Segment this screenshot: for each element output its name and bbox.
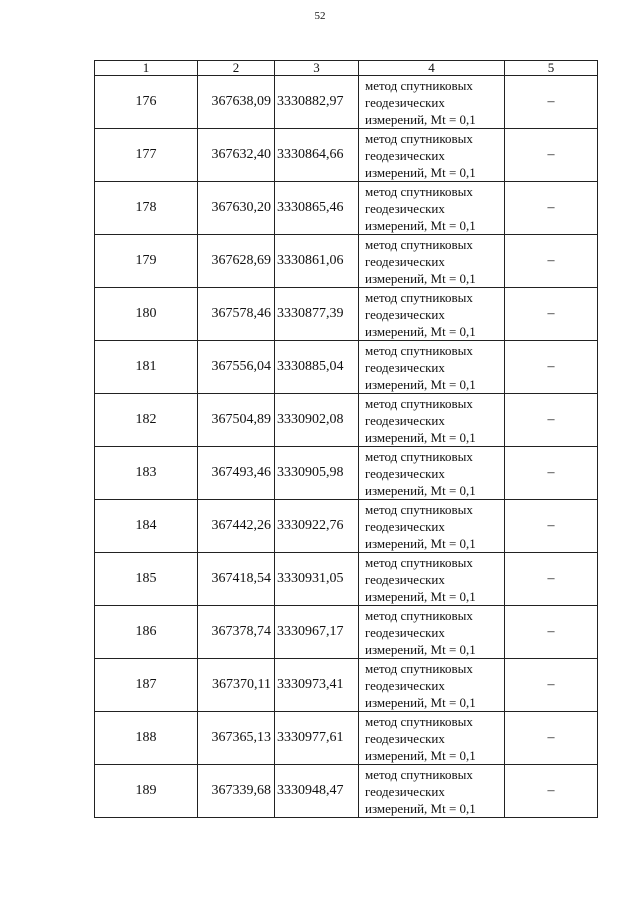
note-cell: – [505,606,598,659]
point-number-cell: 189 [95,765,198,818]
method-cell [359,765,505,818]
method-cell [359,659,505,712]
x-coordinate-cell: 367370,11 [198,659,275,712]
table-body [95,76,598,818]
method-line: метод спутниковых [365,236,473,252]
header-col-3: 3 [275,61,359,76]
x-coordinate-cell: 367556,04 [198,341,275,394]
y-coordinate-cell: 3330902,08 [275,394,359,447]
method-line: метод спутниковых [365,130,473,146]
x-coordinate-cell: 367632,40 [198,129,275,182]
table-row [95,500,598,553]
point-number-cell: 183 [95,447,198,500]
method-line: измерений, Mt = 0,1 [365,323,476,339]
x-coordinate-cell: 367365,13 [198,712,275,765]
x-coordinate-cell: 367504,89 [198,394,275,447]
method-line: геодезических [365,94,445,110]
page-number: 52 [314,10,326,22]
method-line: геодезических [365,624,445,640]
point-number-cell: 178 [95,182,198,235]
y-coordinate-cell: 3330948,47 [275,765,359,818]
method-line: измерений, Mt = 0,1 [365,535,476,551]
point-number-cell: 188 [95,712,198,765]
note-cell: – [505,76,598,129]
y-coordinate-cell: 3330885,04 [275,341,359,394]
note-cell: – [505,341,598,394]
method-line: геодезических [365,306,445,322]
point-number-cell: 186 [95,606,198,659]
note-cell: – [505,712,598,765]
x-coordinate-cell: 367493,46 [198,447,275,500]
y-coordinate-cell: 3330864,66 [275,129,359,182]
note-cell: – [505,500,598,553]
method-cell [359,182,505,235]
x-coordinate-cell: 367628,69 [198,235,275,288]
table-row [95,765,598,818]
x-coordinate-cell: 367418,54 [198,553,275,606]
method-cell [359,394,505,447]
header-col-2: 2 [198,61,275,76]
method-cell [359,712,505,765]
table-row [95,288,598,341]
method-cell [359,288,505,341]
x-coordinate-cell: 367630,20 [198,182,275,235]
method-cell [359,447,505,500]
table-row [95,76,598,129]
method-line: геодезических [365,571,445,587]
note-cell: – [505,129,598,182]
method-cell [359,129,505,182]
method-line: метод спутниковых [365,607,473,623]
method-line: измерений, Mt = 0,1 [365,694,476,710]
table-row [95,606,598,659]
method-line: метод спутниковых [365,501,473,517]
method-cell [359,500,505,553]
x-coordinate-cell: 367442,26 [198,500,275,553]
y-coordinate-cell: 3330922,76 [275,500,359,553]
method-line: геодезических [365,730,445,746]
y-coordinate-cell: 3330861,06 [275,235,359,288]
y-coordinate-cell: 3330865,46 [275,182,359,235]
method-line: геодезических [365,359,445,375]
method-cell [359,606,505,659]
table-row [95,659,598,712]
note-cell: – [505,659,598,712]
method-line: метод спутниковых [365,448,473,464]
method-line: измерений, Mt = 0,1 [365,429,476,445]
header-row [95,61,598,76]
method-cell [359,341,505,394]
note-cell: – [505,288,598,341]
method-line: измерений, Mt = 0,1 [365,800,476,816]
method-line: измерений, Mt = 0,1 [365,164,476,180]
table-row [95,129,598,182]
header-col-4: 4 [359,61,505,76]
table-row [95,341,598,394]
y-coordinate-cell: 3330967,17 [275,606,359,659]
point-number-cell: 185 [95,553,198,606]
y-coordinate-cell: 3330882,97 [275,76,359,129]
note-cell: – [505,394,598,447]
note-cell: – [505,553,598,606]
method-line: измерений, Mt = 0,1 [365,270,476,286]
coordinates-table [94,60,598,818]
table-row [95,182,598,235]
method-cell [359,553,505,606]
y-coordinate-cell: 3330877,39 [275,288,359,341]
header-col-5: 5 [505,61,598,76]
method-line: измерений, Mt = 0,1 [365,376,476,392]
note-cell: – [505,765,598,818]
method-line: измерений, Mt = 0,1 [365,747,476,763]
method-line: метод спутниковых [365,713,473,729]
note-cell: – [505,235,598,288]
method-cell [359,235,505,288]
point-number-cell: 187 [95,659,198,712]
method-line: метод спутниковых [365,660,473,676]
table-header [95,61,598,76]
x-coordinate-cell: 367638,09 [198,76,275,129]
point-number-cell: 184 [95,500,198,553]
table-row [95,712,598,765]
method-line: метод спутниковых [365,183,473,199]
method-line: измерений, Mt = 0,1 [365,588,476,604]
method-line: геодезических [365,200,445,216]
method-line: геодезических [365,518,445,534]
method-line: измерений, Mt = 0,1 [365,641,476,657]
method-line: измерений, Mt = 0,1 [365,217,476,233]
y-coordinate-cell: 3330931,05 [275,553,359,606]
point-number-cell: 181 [95,341,198,394]
method-line: метод спутниковых [365,342,473,358]
point-number-cell: 179 [95,235,198,288]
method-line: геодезических [365,465,445,481]
point-number-cell: 182 [95,394,198,447]
point-number-cell: 177 [95,129,198,182]
method-line: метод спутниковых [365,395,473,411]
y-coordinate-cell: 3330977,61 [275,712,359,765]
note-cell: – [505,182,598,235]
x-coordinate-cell: 367339,68 [198,765,275,818]
method-line: геодезических [365,677,445,693]
point-number-cell: 176 [95,76,198,129]
method-line: геодезических [365,147,445,163]
x-coordinate-cell: 367578,46 [198,288,275,341]
method-line: метод спутниковых [365,554,473,570]
y-coordinate-cell: 3330973,41 [275,659,359,712]
method-cell [359,76,505,129]
table-row [95,553,598,606]
method-line: геодезических [365,253,445,269]
method-line: метод спутниковых [365,77,473,93]
x-coordinate-cell: 367378,74 [198,606,275,659]
header-col-1: 1 [95,61,198,76]
table-row [95,394,598,447]
y-coordinate-cell: 3330905,98 [275,447,359,500]
table-row [95,447,598,500]
method-line: метод спутниковых [365,766,473,782]
method-line: метод спутниковых [365,289,473,305]
method-line: измерений, Mt = 0,1 [365,482,476,498]
method-line: геодезических [365,783,445,799]
method-line: геодезических [365,412,445,428]
method-line: измерений, Mt = 0,1 [365,111,476,127]
table-row [95,235,598,288]
point-number-cell: 180 [95,288,198,341]
note-cell: – [505,447,598,500]
